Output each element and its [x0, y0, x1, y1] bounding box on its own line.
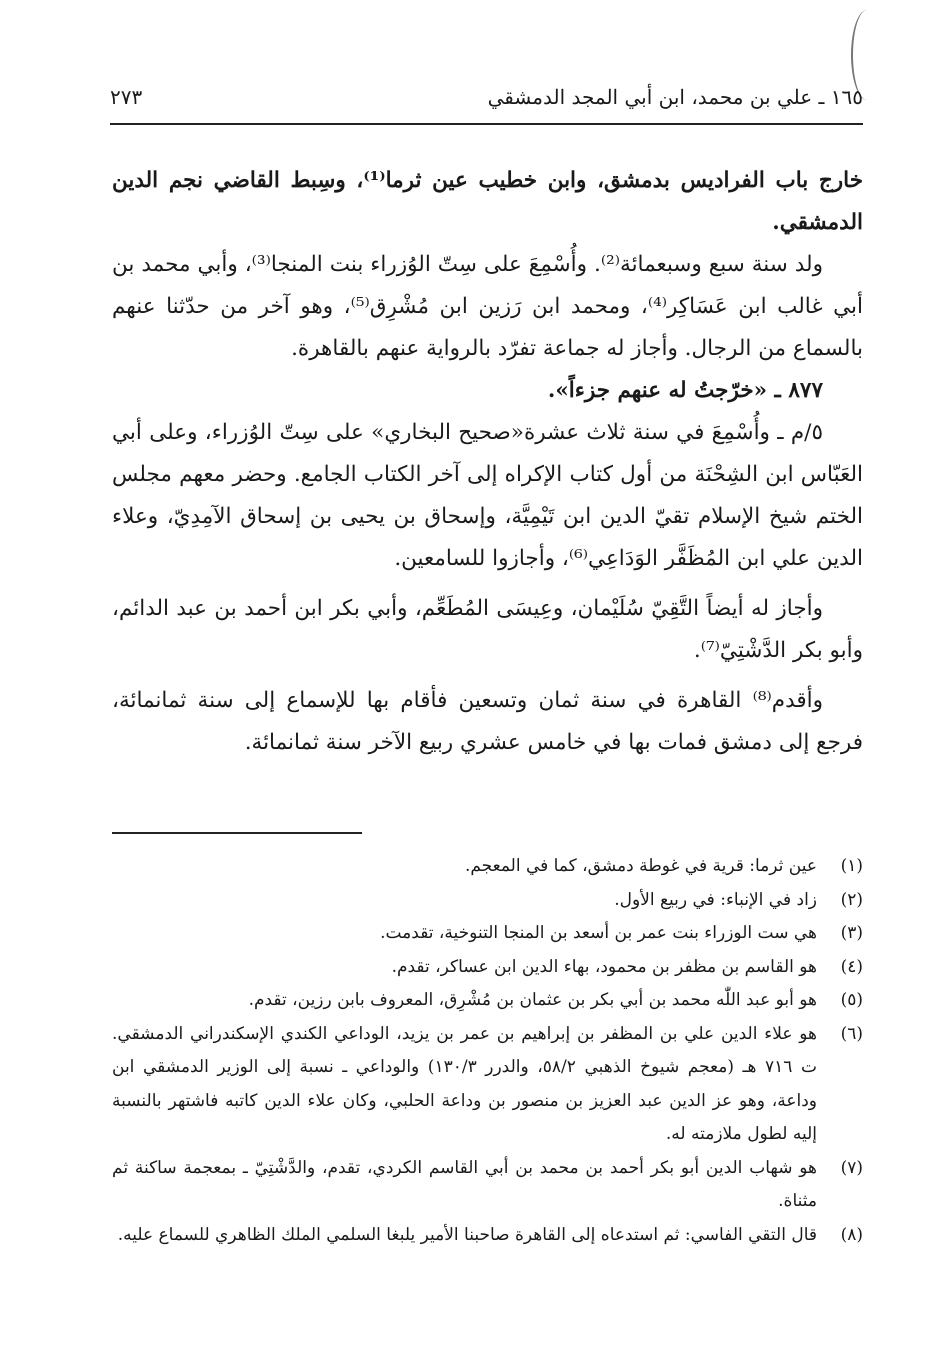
- footnote-text: قال التقي الفاسي: ثم استدعاه إلى القاهرة صاحبنا الأمير يلبغا السلمي الملك الظاهري للسماع عليه.: [117, 1224, 817, 1245]
- footnote-item: [112, 1152, 863, 1219]
- footnote-number: (٢): [840, 889, 863, 910]
- footnote-item: [112, 884, 863, 918]
- footnote-number: (٤): [840, 956, 863, 977]
- footnote-text: هو القاسم بن مظفر بن محمود، بهاء الدين ابن عساكر، تقدم.: [391, 956, 817, 977]
- running-title: ١٦٥ ـ علي بن محمد، ابن أبي المجد الدمشقي: [487, 85, 863, 109]
- footnotes: [112, 850, 863, 1252]
- footnote-item: [112, 1219, 863, 1253]
- footnote-text: هي ست الوزراء بنت عمر بن أسعد بن المنجا التنوخية، تقدمت.: [380, 923, 817, 943]
- footnote-text: هو أبو عبد اللّٰه محمد بن أبي بكر بن عثمان بن مُشْرِق، المعروف بابن رزين، تقدم.: [248, 990, 817, 1010]
- page-number: ٢٧٣: [110, 85, 143, 109]
- paragraph-6: وأقدم⁽⁸⁾ القاهرة في سنة ثمان وتسعين فأقام بها للإسماع إلى سنة ثمانمائة، فرجع إلى دمشق فمات بها في خامس عشري ربيع الآخر سنة ثمانمائة.: [112, 688, 863, 755]
- paragraph-5: وأجاز له أيضاً التَّقِيّ سُلَيْمان، وعِيسَى المُطَعِّم، وأبي بكر ابن أحمد بن عبد الدائم، وأبو بكر الدَّشْتِيّ⁽⁷⁾.: [112, 596, 863, 663]
- paragraph-4: ٥/م ـ وأُسْمِعَ في سنة ثلاث عشرة«صحيح البخاري» على سِتّ الوُزراء، وعلى أبي العَبّاس ابن الشِحْنَة من أول كتاب الإكراه إلى آخر الكتاب الجامع. وحضر معهم مجلس الختم شيخ الإسلام تقيّ الدين ابن تَيْمِيَّة، وإسحاق بن يحيى بن إسحاق الآمِدِيّ، وعلاء الدين علي ابن المُظَفَّر الوَدَاعِي⁽⁶⁾، وأجازوا للسامعين.: [112, 420, 863, 571]
- footnote-number: (٦): [840, 1023, 863, 1044]
- footnote-item: [112, 1018, 863, 1152]
- page-header: [110, 83, 863, 125]
- main-text: [112, 160, 863, 764]
- footnote-number: (٥): [840, 990, 863, 1010]
- footnote-item: [112, 984, 863, 1018]
- footnote-text: عين ثرما: قرية في غوطة دمشق، كما في المعجم.: [464, 856, 817, 876]
- footnote-item: [112, 850, 863, 884]
- paragraph-3: ٨٧٧ ـ «خرّجتُ له عنهم جزءاً».: [547, 378, 823, 403]
- paragraph-1: خارج باب الفراديس بدمشق، وابن خطيب عين ثرما⁽¹⁾، وسِبط القاضي نجم الدين الدمشقي.: [112, 168, 863, 235]
- footnote-text: هو شهاب الدين أبو بكر أحمد بن محمد بن أبي القاسم الكردي، تقدم، والدَّشْتِيّ ـ بمعجمة ساكنة ثم مثناة.: [112, 1157, 817, 1211]
- paragraph-2: ولد سنة سبع وسبعمائة⁽²⁾. وأُسْمِعَ على سِتّ الوُزراء بنت المنجا⁽³⁾، وأبي محمد بن أبي غالب ابن عَسَاكِر⁽⁴⁾، ومحمد ابن رَزين ابن مُشْرِق⁽⁵⁾، وهو آخر من حدّثنا عنهم بالسماع من الرجال. وأجاز له جماعة تفرّد بالرواية عنهم بالقاهرة.: [112, 252, 863, 361]
- footnote-number: (٨): [840, 1224, 863, 1245]
- footnote-number: (٣): [840, 923, 863, 943]
- footnote-item: [112, 951, 863, 985]
- footnote-text: زاد في الإنباء: في ربيع الأول.: [614, 889, 817, 910]
- footnote-number: (٧): [840, 1157, 863, 1178]
- footnote-item: [112, 917, 863, 951]
- footnote-separator: [112, 832, 362, 834]
- footnote-number: (١): [840, 856, 863, 876]
- footnote-text: هو علاء الدين علي بن المظفر بن إبراهيم بن عمر بن يزيد، الوداعي الكندي الإسكندراني الدمشقي. ت ٧١٦ هـ (معجم شيوخ الذهبي ٥٨/٢، والدرر ١٣٠/٣) والوداعي ـ نسبة إلى الوزير الدمشقي ابن وداعة، وهو عز الدين عبد العزيز بن منصور بن وداعة الحلبي، وكان علاء الدين كاتبه فاشتهر بالنسبة إليه لطول ملازمته له.: [112, 1023, 818, 1144]
